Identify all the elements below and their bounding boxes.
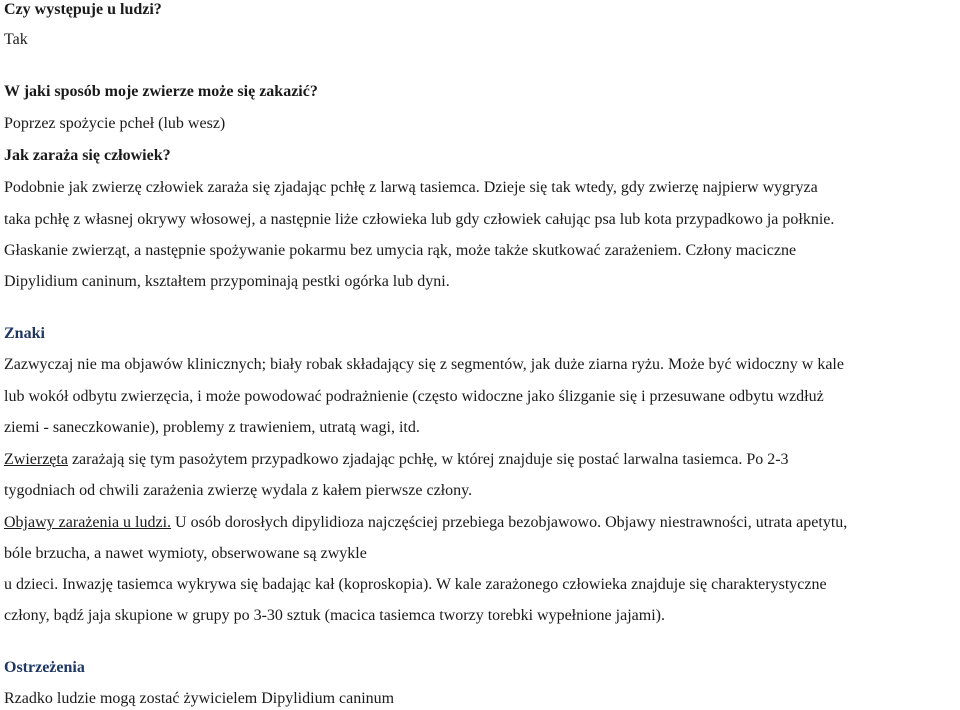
paragraph-line: Głaskanie zwierząt, a następnie spożywanie pokarmu bez umycia rąk, może także skutkować zarażeniem. Człony maciczne <box>4 242 797 259</box>
paragraph-line-animals <box>4 450 789 470</box>
question-how-pet-infected: W jaki sposób moje zwierze może się zakazić? <box>4 83 318 100</box>
paragraph-line: ziemi - saneczkowanie), problemy z trawieniem, utratą wagi, itd. <box>4 419 420 436</box>
paragraph-line-human-symptoms <box>4 513 847 533</box>
paragraph-line: taka pchłę z własnej okrywy włosowej, a następnie liże człowieka lub gdy człowiek całując psa lub kota przypadkowo ja połknie. <box>4 211 835 228</box>
paragraph-line: bóle brzucha, a nawet wymioty, obserwowane są zwykle <box>4 545 367 562</box>
human-symptoms-line-rest: U osób dorosłych dipylidioza najczęściej przebiega bezobjawowo. Objawy niestrawności, utrata apetytu, <box>171 514 848 531</box>
warning-text: Rzadko ludzie mogą zostać żywicielem Dipylidium caninum <box>4 690 395 707</box>
question-occurs-in-humans: Czy występuje u ludzi? <box>4 1 162 18</box>
paragraph-line: Podobnie jak zwierzę człowiek zaraża się zjadając pchłę z larwą tasiemca. Dzieje się tak wtedy, gdy zwierzę najpierw wygryza <box>4 179 818 196</box>
section-heading-znaki: Znaki <box>4 325 45 342</box>
paragraph-line: u dzieci. Inwazję tasiemca wykrywa się badając kał (koproskopia). W kale zarażonego człowieka znajduje się charakterystyczne <box>4 576 827 593</box>
section-heading-ostrzezenia: Ostrzeżenia <box>4 659 85 676</box>
paragraph-line: Dipylidium caninum, kształtem przypominają pestki ogórka lub dyni. <box>4 273 450 290</box>
paragraph-line: tygodniach od chwili zarażenia zwierzę wydala z kałem pierwsze człony. <box>4 482 473 499</box>
animals-underlined-label: Zwierzęta <box>4 451 68 468</box>
human-symptoms-underlined-label: Objawy zarażenia u ludzi. <box>4 514 172 531</box>
paragraph-line: Zazwyczaj nie ma objawów klinicznych; biały robak składający się z segmentów, jak duże ziarna ryżu. Może być widoczny w kale <box>4 356 844 373</box>
answer-how-pet-infected: Poprzez spożycie pcheł (lub wesz) <box>4 115 226 132</box>
animals-line-rest: zarażają się tym pasożytem przypadkowo zjadając pchłę, w której znajduje się postać larwalna tasiemca. Po 2-3 <box>67 451 789 468</box>
question-how-human-infected: Jak zaraża się człowiek? <box>4 147 171 164</box>
answer-occurs-in-humans: Tak <box>4 31 28 48</box>
paragraph-line: człony, bądź jaja skupione w grupy po 3-30 sztuk (macica tasiemca tworzy torebki wypełnione jajami). <box>4 607 665 624</box>
paragraph-line: lub wokół odbytu zwierzęcia, i może powodować podrażnienie (często widoczne jako ślizganie się i przesuwane odbytu wzdłuż <box>4 388 824 405</box>
